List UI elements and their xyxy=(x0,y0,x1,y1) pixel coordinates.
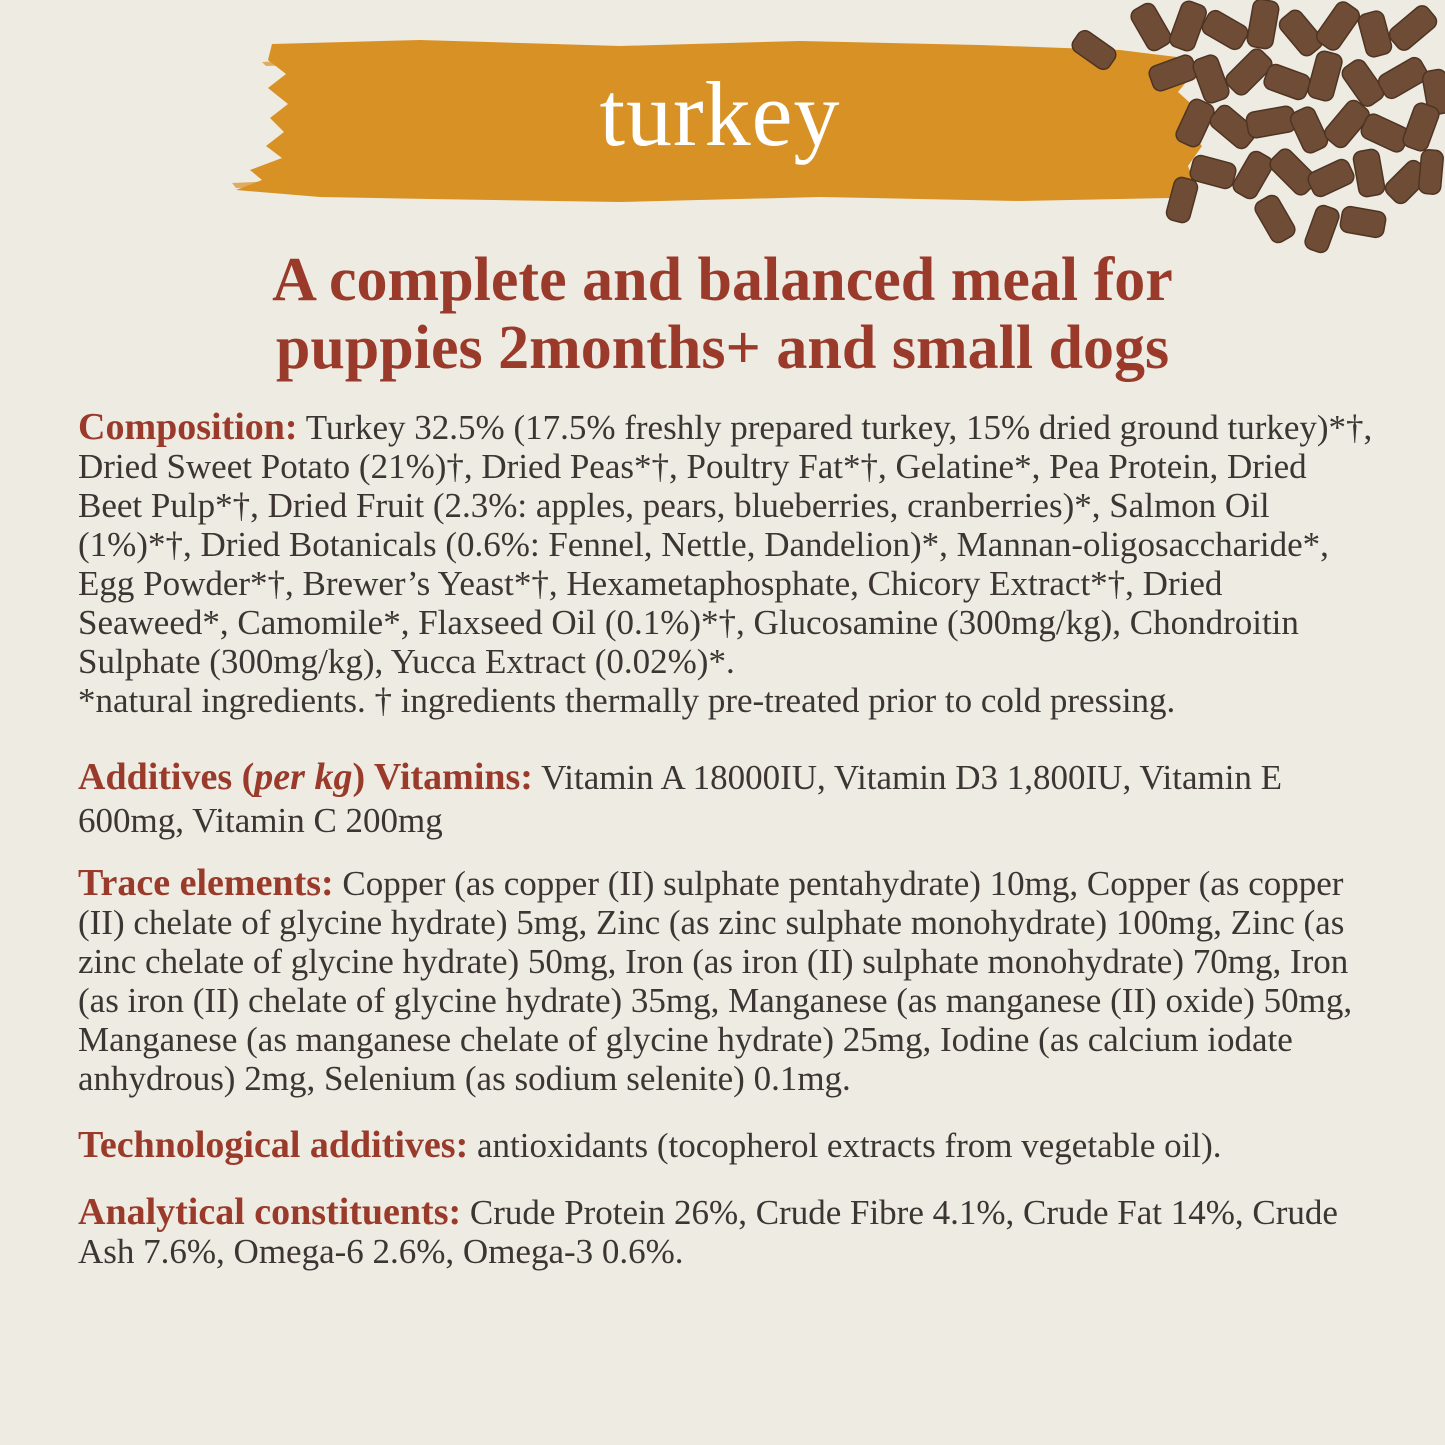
analytical-constituents-text: Crude Protein 26%, Crude Fibre 4.1%, Crude Fat 14%, Crude Ash 7.6%, Omega-6 2.6%, Omega-3 0.6%. xyxy=(78,1193,1338,1271)
headline-line-2: puppies 2months+ and small dogs xyxy=(275,314,1170,382)
title-banner xyxy=(0,0,1445,270)
headline xyxy=(40,246,1405,382)
composition-footnote: *natural ingredients. † ingredients thermally pre-treated prior to cold pressing. xyxy=(78,681,1176,720)
composition-section xyxy=(78,408,1378,720)
vitamins-text: Vitamin A 18000IU, Vitamin D3 1,800IU, Vitamin E 600mg, Vitamin C 200mg xyxy=(78,758,1283,840)
vitamins-label xyxy=(78,756,533,798)
product-title: turkey xyxy=(599,63,841,165)
composition-text: Turkey 32.5% (17.5% freshly prepared turkey, 15% dried ground turkey)*†, Dried Sweet Potato (21%)†, Dried Peas*†, Poultry Fat*†, Gelatine*, Pea Protein, Dried Beet Pulp*†, Dried Fruit (2.3%: apples, pears, blueberries, cranberries)*, Salmon Oil (1%)*†, Dried Botanicals (0.6%: Fennel, Nettle, Dandelion)*, Mannan-oligosaccharide*, Egg Powder*†, Brewer’s Yeast*†, Hexametaphosphate, Chicory Extract*†, Dried Seaweed*, Camomile*, Flaxseed Oil (0.1%)*†, Glucosamine (300mg/kg), Chondroitin Sulphate (300mg/kg), Yucca Extract (0.02%)*. xyxy=(78,408,1373,681)
composition-label: Composition: xyxy=(78,406,298,448)
ingredients-panel xyxy=(78,408,1378,1271)
vitamins-label-start: Additives ( xyxy=(78,756,255,798)
technological-additives-section xyxy=(78,1126,1378,1165)
vitamins-label-italic: per kg xyxy=(254,756,353,798)
headline-line-1: A complete and balanced meal for xyxy=(272,246,1173,314)
analytical-constituents-section xyxy=(78,1193,1378,1271)
analytical-constituents-label: Analytical constituents: xyxy=(78,1191,462,1233)
technological-additives-text: antioxidants (tocopherol extracts from vegetable oil). xyxy=(468,1126,1222,1165)
trace-elements-label: Trace elements: xyxy=(78,862,334,904)
vitamins-label-end: ) Vitamins: xyxy=(352,756,533,798)
trace-elements-text: Copper (as copper (II) sulphate pentahydrate) 10mg, Copper (as copper (II) chelate of glycine hydrate) 5mg, Zinc (as zinc sulphate monohydrate) 100mg, Zinc (as zinc chelate of glycine hydrate) 50mg, Iron (as iron (II) sulphate monohydrate) 70mg, Iron (as iron (II) chelate of glycine hydrate) 35mg, Manganese (as manganese (II) oxide) 50mg, Manganese (as manganese chelate of glycine hydrate) 25mg, Iodine (as calcium iodate anhydrous) 2mg, Selenium (as sodium selenite) 0.1mg. xyxy=(78,864,1353,1098)
vitamins-section xyxy=(78,756,1378,842)
technological-additives-label: Technological additives: xyxy=(78,1124,469,1166)
trace-elements-section xyxy=(78,864,1378,1098)
